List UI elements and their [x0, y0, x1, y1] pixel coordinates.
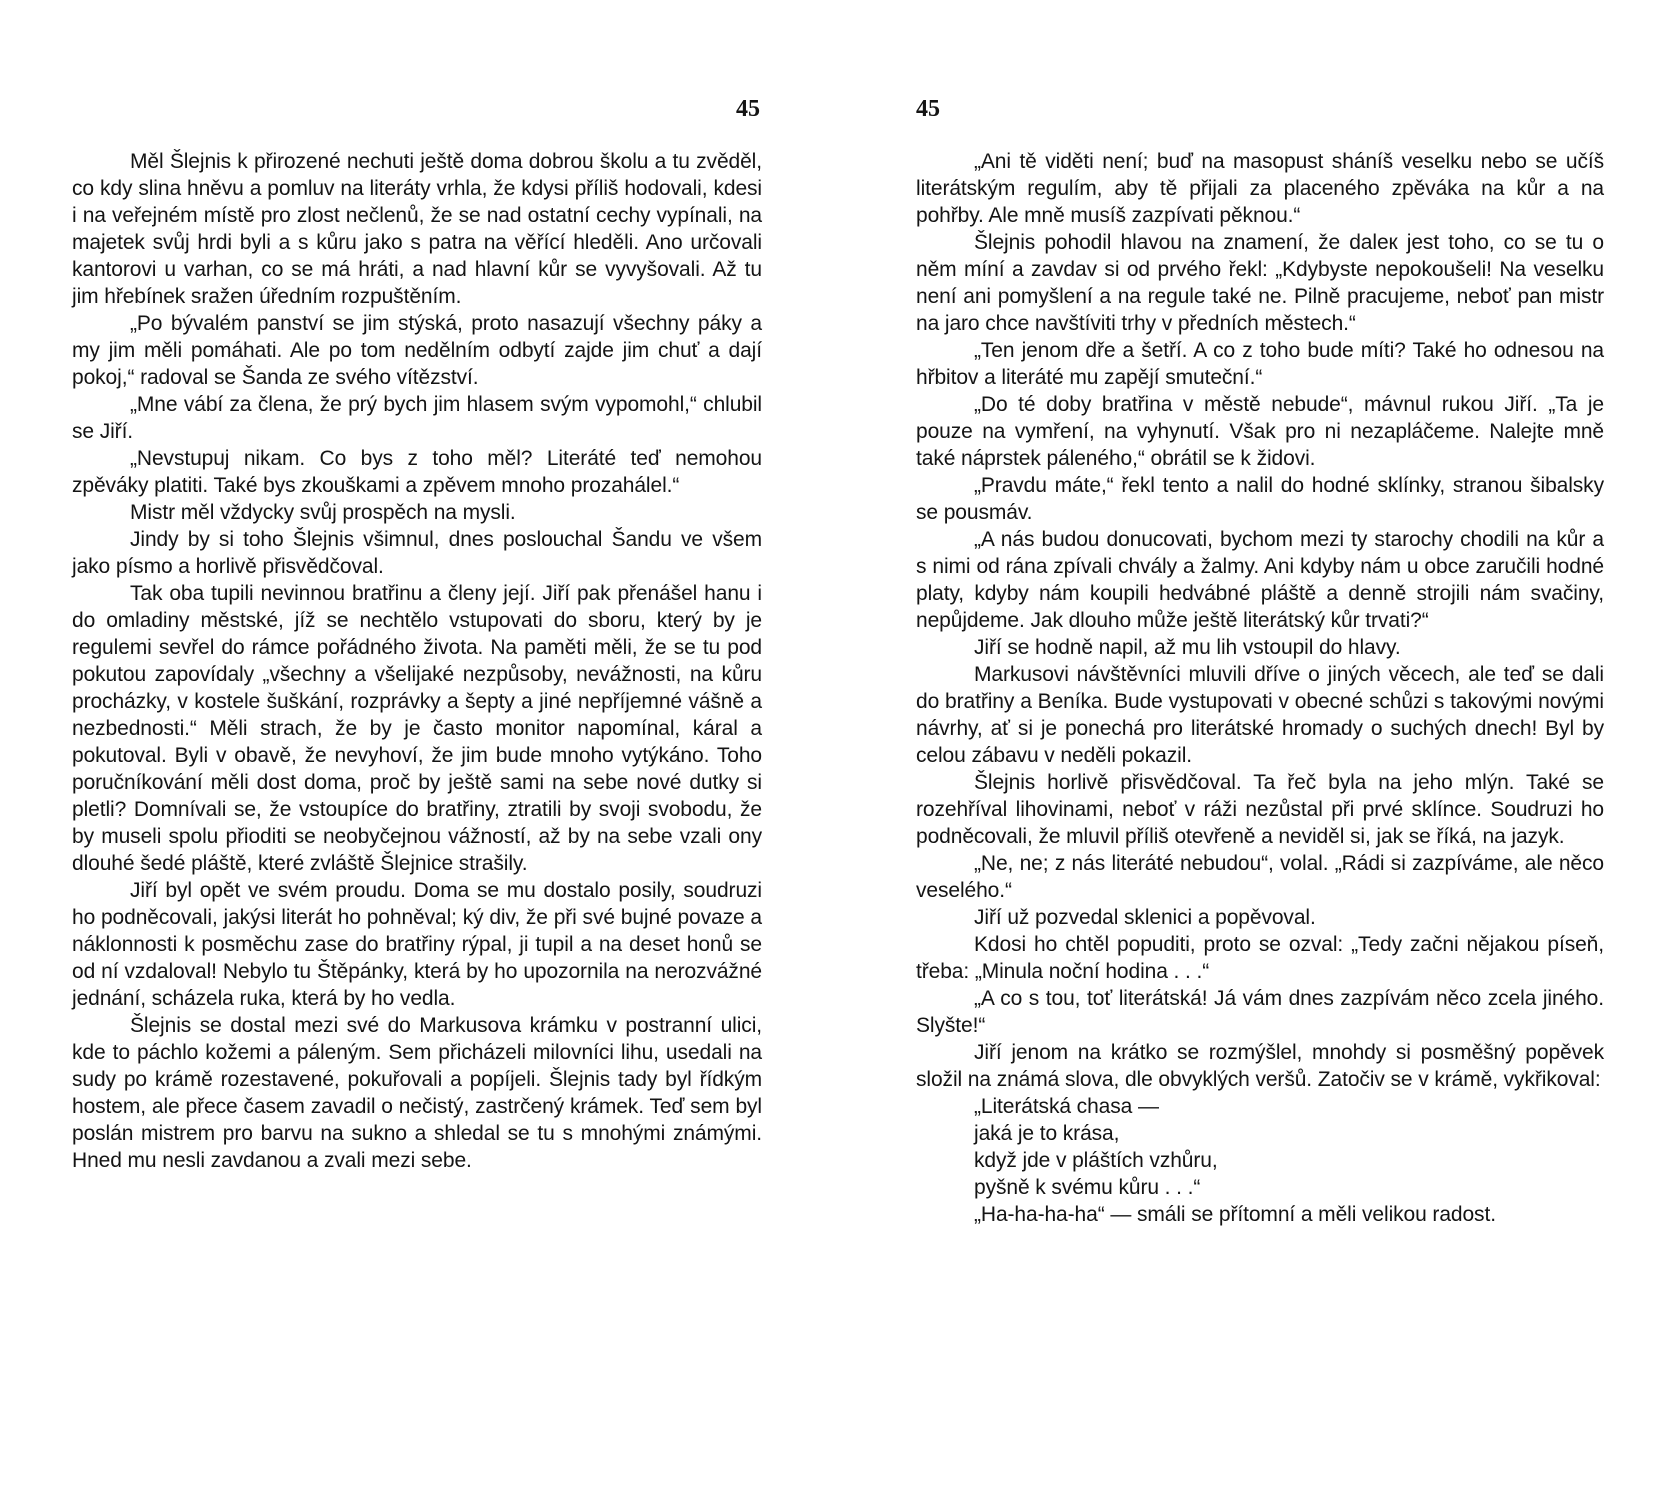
paragraph: Jiří jenom na krátko se rozmýšlel, mnohdy si posměšný popěvek složil na známá slova, dle obvyklých veršů. Zatočiv se v krámě, vykřikoval: — [916, 1041, 1604, 1091]
paragraph: „Ani tě viděti není; buď na masopust sháníš veselku nebo se učíš literátským regulím, aby tě přijali za placeného zpěváka na kůr a na pohřby. Ale mně musíš zazpívati pěknou.“ — [916, 150, 1604, 227]
paragraph: Kdosi ho chtěl popuditi, proto se ozval: „Tedy začni nějakou píseň, třeba: „Minula noční hodina . . .“ — [916, 933, 1604, 983]
page-text — [916, 148, 1604, 1228]
verse-line: pyšně k svému kůru . . .“ — [974, 1176, 1201, 1199]
verse-line: když jde v pláštích vzhůru, — [974, 1149, 1218, 1172]
paragraph: Šlejnis se dostal mezi své do Markusova krámku v postranní ulici, kde to páchlo kožemi a páleným. Sem přicházeli milovníci lihu, usedali na sudy po krámě rozestavené, pokuřovali a popíjeli. Šlejnis tady byl řídkým hostem, ale přece časem zavadil o nečistý, zastrčený krámek. Teď sem byl poslán mistrem pro barvu na sukno a shledal se tu s mnohými známými. Hned mu nesli zavdanou a zvali mezi sebe. — [72, 1014, 762, 1172]
paragraph: Jindy by si toho Šlejnis všimnul, dnes poslouchal Šandu ve všem jako písmo a horlivě přisvědčoval. — [72, 528, 762, 578]
paragraph: Šlejnis pohodil hlavou na znamení, že daleк jest toho, co se tu o něm míní a zavdav si od prvého řekl: „Kdybyste nepokoušeli! Na veselku není ani pomyšlení a na regule také ne. Pilně pracujeme, neboť pan mistr na jaro chce navštíviti trhy v předních městech.“ — [916, 231, 1604, 335]
paragraph: Jiří už pozvedal sklenici a popěvoval. — [974, 906, 1316, 929]
paragraph: „A co s tou, toť literátská! Já vám dnes zazpívám něco zcela jiného. Slyšte!“ — [916, 987, 1604, 1037]
paragraph: „Ten jenom dře a šetří. A co z toho bude míti? Také ho odnesou na hřbitov a literáté mu zapějí smuteční.“ — [916, 339, 1604, 389]
paragraph: „Pravdu máte,“ řekl tento a nalil do hodné sklínky, stranou šibalsky se pousmáv. — [916, 474, 1604, 524]
paragraph: Tak oba tupili nevinnou bratřinu a členy její. Jiří pak přenášel hanu i do omladiny městské, jíž se nechtělo vstupovati do sboru, který by je regulemi sevřel do rámce pořádného života. Na paměti měli, že se tu pod pokutou zapovídaly „všechny a všelijaké nezpůsoby, nevážnosti, na kůru procházky, v kostele šuškání, rozprávky a šepty a jiné nepříjemné vášně a nezbednosti.“ Měli strach, že by je často monitor napomínal, káral a pokutoval. Byli v obavě, že nevyhoví, že jim bude mnoho vytýkáno. Toho poručníkování měli dost doma, proč by ještě sami na sebe nové dutky si pletli? Domnívali se, že vstoupíce do bratřiny, ztratili by svoji svobodu, že by museli spolu přioditi se neobyčejnou vážností, až by na sebe vzali ony dlouhé šedé pláště, které zvláště Šlejnice strašily. — [72, 582, 762, 875]
paragraph: Měl Šlejnis k přirozené nechuti ještě doma dobrou školu a tu zvěděl, co kdy slina hněvu a pomluv na literáty vrhla, že kdysi příliš hodovali, kdesi i na veřejném místě pro zlost nečlenů, že se nad ostatní cechy vypínali, na majetek svůj hrdi byli a s kůru jako s patra na věřící hleděli. Ano určovali kantorovi u varhan, co se má hráti, a nad hlavní kůr se vyvyšovali. Až tu jim hřebínek sražen úředním rozpuštěním. — [72, 150, 762, 308]
paragraph: „Do té doby bratřina v městě nebude“, mávnul rukou Jiří. „Ta je pouze na vymření, na vyhynutí. Však pro ni nezapláčeme. Nalejte mně také náprstek páleného,“ obrátil se k židovi. — [916, 393, 1604, 470]
verse-line: jaká je to krása, — [974, 1122, 1120, 1145]
paragraph: „Po bývalém panství se jim stýská, proto nasazují všechny páky a my jim měli pomáhati. Ale po tom nedělním odbytí zajde jim chuť a dají pokoj,“ radoval se Šanda ze svého vítězství. — [72, 312, 762, 389]
paragraph: „Nevstupuj nikam. Co bys z toho měl? Literáté teď nemohou zpěváky platiti. Také bys zkouškami a zpěvem mnoho prozahálel.“ — [72, 447, 762, 497]
paragraph: Jiří byl opět ve svém proudu. Doma se mu dostalo posily, soudruzi ho podněcovali, jakýsi literát ho pohněval; ký div, že při své bujné povaze a náklonnosti k posměchu zase do bratřiny rýpal, ji tupil a na deset honů se od ní vzdaloval! Nebylo tu Štěpánky, která by ho upozornila na nerozvážné jednání, scházela ruka, která by ho vedla. — [72, 879, 762, 1010]
paragraph: Jiří se hodně napil, až mu lih vstoupil do hlavy. — [974, 636, 1401, 659]
verse-line: „Literátská chasa — — [974, 1095, 1159, 1118]
page-number: 45 — [916, 96, 940, 122]
paragraph: „Ha-ha-ha-ha“ — smáli se přítomní a měli velikou radost. — [974, 1203, 1496, 1226]
page-number: 45 — [736, 96, 760, 122]
paragraph: „Mne vábí za člena, že prý bych jim hlasem svým vypomohl,“ chlubil se Jiří. — [72, 393, 762, 443]
paragraph: Mistr měl vždycky svůj prospěch na mysli. — [130, 501, 516, 524]
page-text — [72, 148, 762, 1174]
paragraph: Šlejnis horlivě přisvědčoval. Ta řeč byla na jeho mlýn. Také se rozehříval lihovinami, neboť v ráži nezůstal při prvé sklínce. Soudruzi ho podněcovali, že mluvil příliš otevřeně a neviděl si, jak se říká, na jazyk. — [916, 771, 1604, 848]
paragraph: Markusovi návštěvníci mluvili dříve o jiných věcech, ale teď se dali do bratřiny a Beníka. Bude vystupovati v obecné schůzi s takovými novými návrhy, ať si je ponechá pro literátské hromady o suchých dnech! Byl by celou zábavu v neděli pokazil. — [916, 663, 1604, 767]
right-page — [836, 0, 1672, 1500]
paragraph: „Ne, ne; z nás literáté nebudou“, volal. „Rádi si zazpíváme, ale něco veselého.“ — [916, 852, 1604, 902]
paragraph: „A nás budou donucovati, bychom mezi ty starochy chodili na kůr a s nimi od rána zpívali chvály a žalmy. Ani kdyby nám u obce zaručili hodné platy, kdyby nám koupili hedvábné pláště a denně strojili nám svačiny, nepůjdeme. Jak dlouho může ještě literátský kůr trvati?“ — [916, 528, 1604, 632]
